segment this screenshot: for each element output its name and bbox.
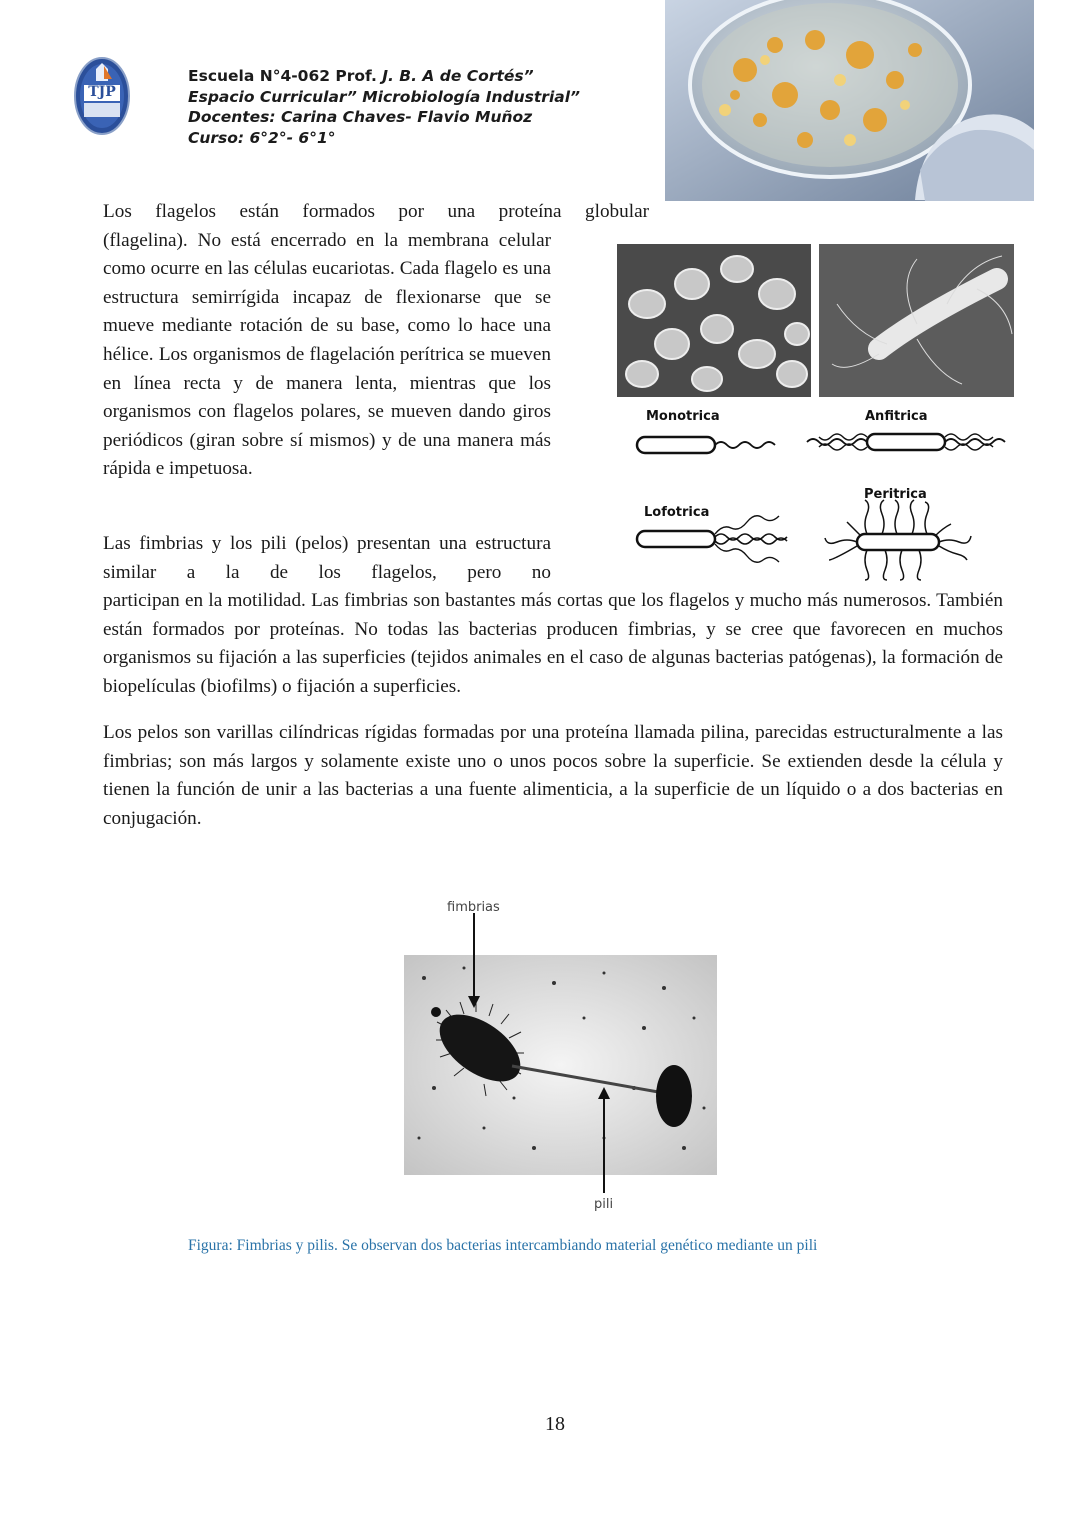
petri-dish-photo <box>665 0 1034 201</box>
school-name: Escuela N°4-062 Prof. J. B. A de Cortés” <box>188 67 534 85</box>
subject-line: Espacio Curricular” Microbiología Industrial” <box>188 87 581 106</box>
paragraph-narrow-lines: Las fimbrias y los pili (pelos) presentan una estructura similar a la de los flagelos, pero no <box>103 533 551 583</box>
paragraph-first-line: Los flagelos están formados por una proteína globular <box>103 201 649 222</box>
label-monotrica: Monotrica <box>646 409 720 424</box>
paragraph-fimbrias <box>103 530 1003 702</box>
label-lofotrica: Lofotrica <box>644 505 710 520</box>
paragraph-body: (flagelina). No está encerrado en la membrana celular como ocurre en las células eucariotas. Cada flagelo es una estructura semirrígida incapaz de flexionarse que se mueve mediante rotación de su base, como lo hace una hélice. Los organismos de flagelación perítrica se mueven en línea recta y de manera lenta, mientras que los organismos con flagelos polares, se mueven dando giros periódicos (giran sobre sí mismos) y de una manera más rápida e impetuosa. <box>103 229 551 480</box>
course-line: Curso: 6°2°- 6°1° <box>188 128 336 147</box>
label-pili: pili <box>594 1197 614 1212</box>
pili-figure <box>404 888 724 1218</box>
header-text <box>188 66 580 148</box>
paragraph-pelos: Los pelos son varillas cilíndricas rígidas formadas por una proteína llamada pilina, parecidas estructuralmente a las fimbrias; son más largos y solamente existe uno o unos pocos sobre la superficie. Se extienden desde la célula y tienen la función de unir a las bacterias a una fuente alimenticia, a la superficie de un líquido o a dos bacterias en conjugación. <box>103 722 1003 829</box>
page-number: 18 <box>545 1413 565 1435</box>
label-anfitrica: Anfitrica <box>865 409 928 424</box>
paragraph-body: participan en la motilidad. Las fimbrias son bastantes más cortas que los flagelos y mucho más numerosos. También están formados por proteínas. No todas las bacterias producen fimbrias, y se cree que favorecen en muchos organismos su fijación a las superficies (tejidos animales en el caso de algunas bacterias patógenas), la formación de biopelículas (biofilms) o fijación a superficies. <box>103 590 1003 697</box>
paragraph-flagelos <box>103 198 649 484</box>
school-logo <box>74 57 130 135</box>
label-peritrica: Peritrica <box>864 487 927 502</box>
teachers-line: Docentes: Carina Chaves- Flavio Muñoz <box>188 108 533 126</box>
label-fimbrias: fimbrias <box>447 900 500 915</box>
logo-text: TJP <box>88 84 116 100</box>
figure-caption: Figura: Fimbrias y pilis. Se observan dos bacterias intercambiando material genético mediante un pili <box>188 1237 818 1254</box>
